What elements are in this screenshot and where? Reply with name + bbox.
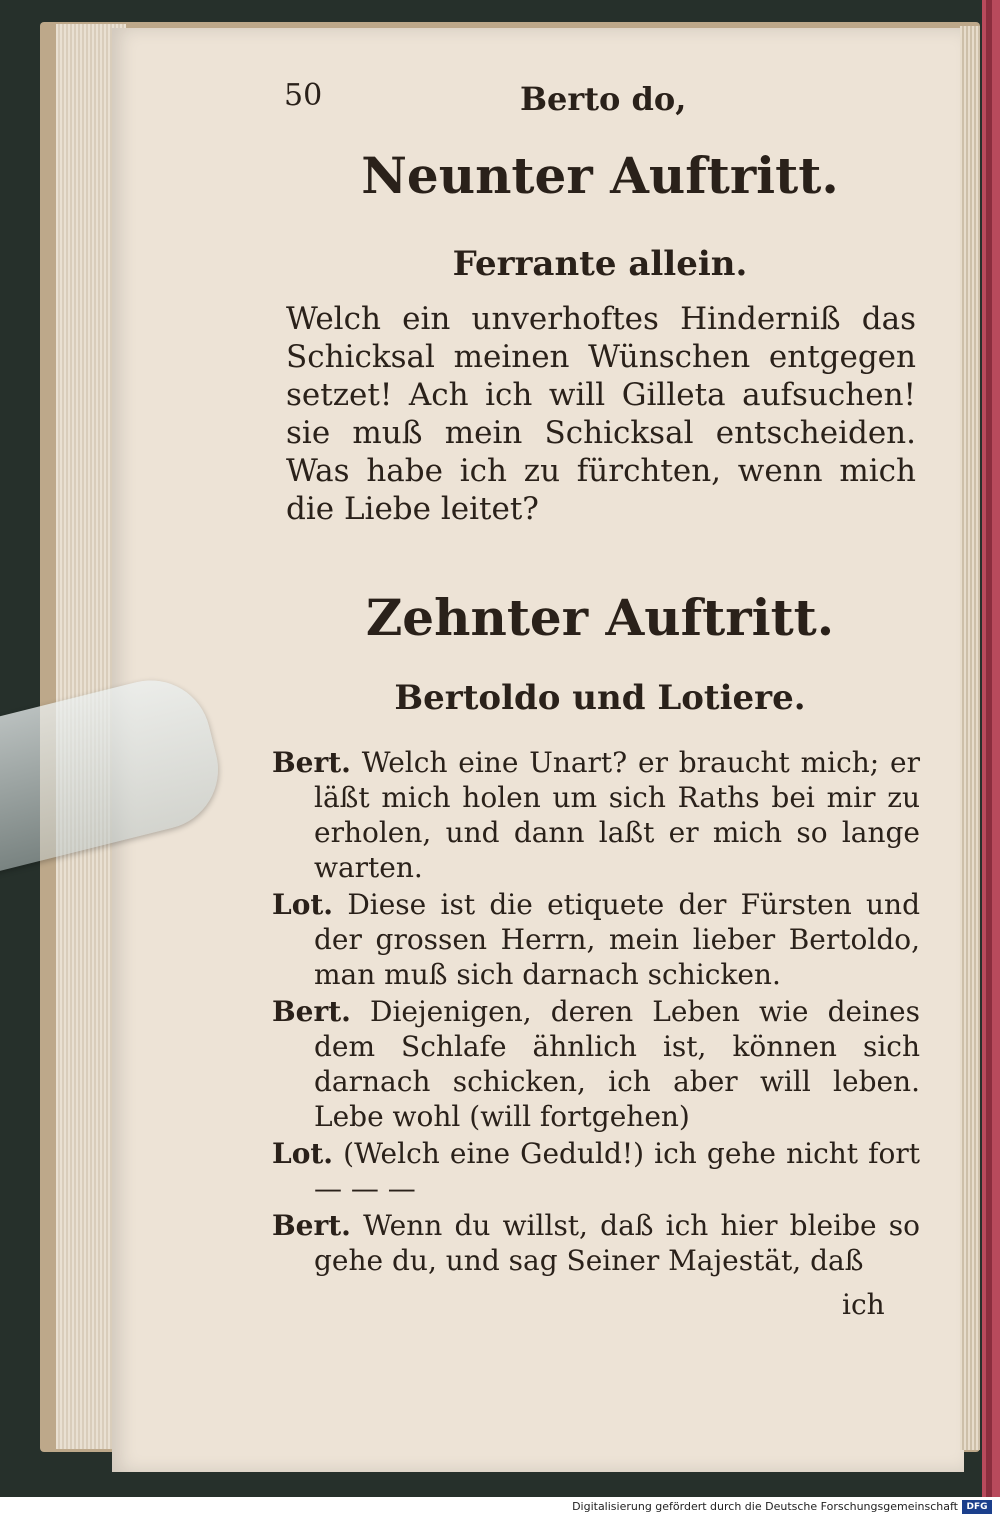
dialogue-line <box>272 1136 920 1206</box>
scene-heading: Zehnter Auftritt. <box>365 588 835 647</box>
page-edges-right <box>960 26 980 1450</box>
funding-credit: Digitalisierung gefördert durch die Deutsche Forschungsgemeinschaft <box>572 1500 958 1513</box>
footer-bar <box>0 1497 1000 1518</box>
dialogue-line <box>272 1208 920 1278</box>
speaker-label: Bert. <box>272 1209 351 1242</box>
running-head: Berto do, <box>520 80 687 118</box>
dialogue-text: Wenn du willst, daß ich hier bleibe so gehe du, und sag Seiner Majestät, daß <box>314 1209 920 1277</box>
dialogue-text: Diese ist die etiquete der Fürsten und der grossen Herrn, mein lieber Bertoldo, man muß sich darnach schicken. <box>314 888 920 991</box>
speaker-label: Bert. <box>272 746 351 779</box>
speaker-label: Bert. <box>272 995 351 1028</box>
speaker-label: Lot. <box>272 1137 334 1170</box>
speaker-label: Lot. <box>272 888 334 921</box>
dialogue-block <box>272 745 920 1280</box>
scene-heading: Neunter Auftritt. <box>361 146 839 205</box>
dialogue-line <box>272 994 920 1134</box>
page-number: 50 <box>284 78 323 113</box>
dfg-logo: DFG <box>962 1500 992 1514</box>
binding-stripe <box>982 0 1000 1497</box>
dialogue-text: Welch eine Unart? er braucht mich; er läßt mich holen um sich Raths bei mir zu erholen, und dann laßt er mich so lange warten. <box>314 746 920 884</box>
dialogue-line <box>272 745 920 885</box>
dialogue-text: Diejenigen, deren Leben wie deines dem Schlafe ähnlich ist, können sich darnach schicken, ich aber will leben. Lebe wohl (will fortgehen) <box>314 995 920 1133</box>
scene-characters: Ferrante allein. <box>452 244 748 284</box>
catchword: ich <box>842 1288 885 1321</box>
monologue-paragraph: Welch ein unverhoftes Hinderniß das Schicksal meinen Wünschen entgegen setzet! Ach ich will Gilleta aufsuchen! sie muß mein Schicksal entscheiden. Was habe ich zu fürchten, wenn mich die Liebe leitet? <box>286 301 916 527</box>
dialogue-line <box>272 887 920 992</box>
scene-characters: Bertoldo und Lotiere. <box>394 678 806 718</box>
dialogue-text: (Welch eine Geduld!) ich gehe nicht fort — — — <box>314 1137 920 1205</box>
